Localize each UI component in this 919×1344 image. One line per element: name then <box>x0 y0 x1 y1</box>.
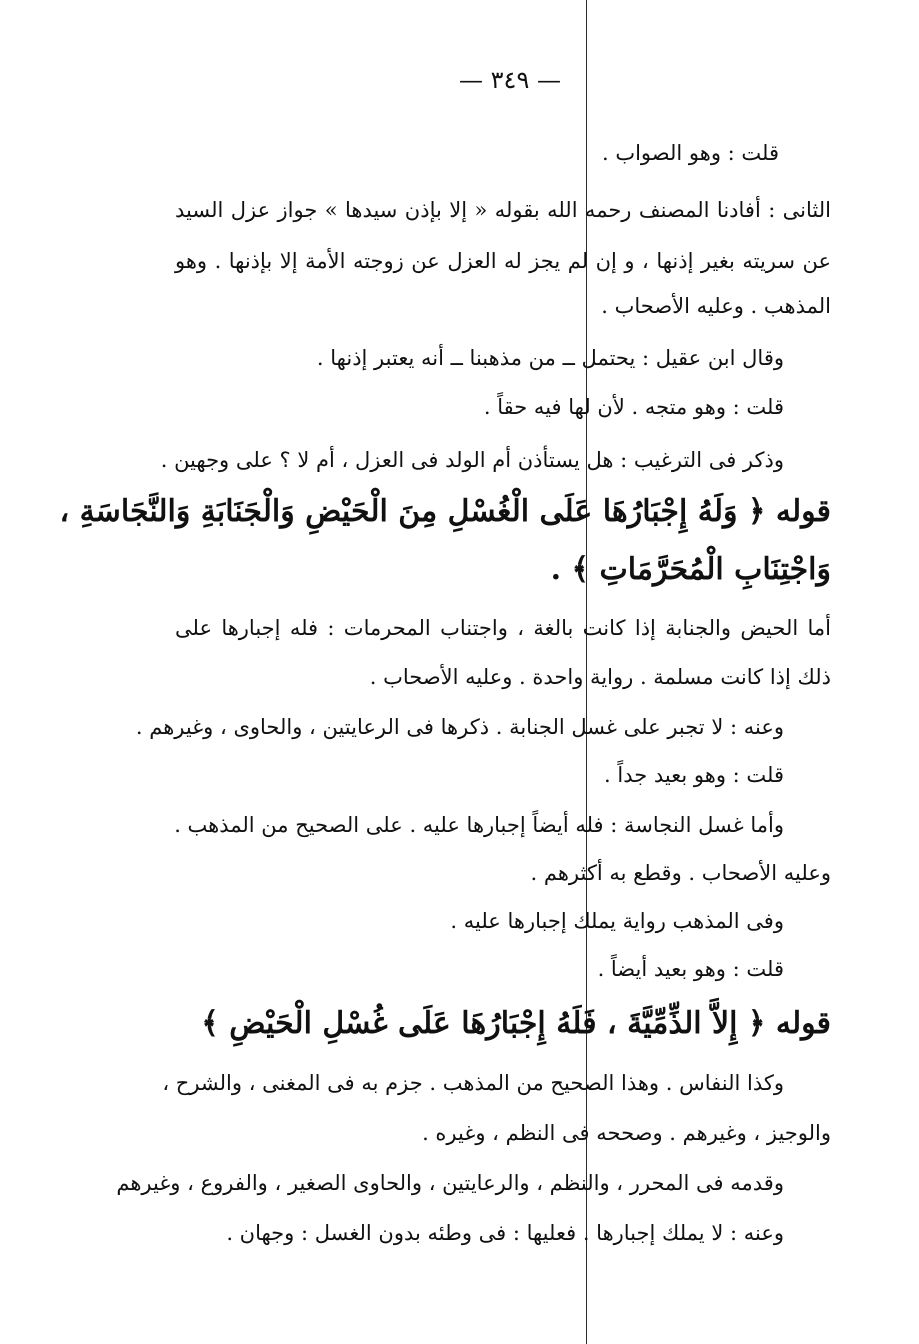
text-line: وعنه : لا تجبر على غسل الجنابة . ذكرها فى الرعايتين ، والحاوى ، وغيرهم . <box>135 715 784 739</box>
section-heading: قوله ﴿ إِلاَّ الذِّمِّيَّةَ ، فَلَهُ إِجْبَارُهَا عَلَى غُسْلِ الْحَيْضِ ﴾ <box>201 1006 831 1041</box>
text-line: قلت : وهو بعيد جداً . <box>604 763 784 787</box>
text-line: وأما غسل النجاسة : فله أيضاً إجبارها عليه . على الصحيح من المذهب . <box>174 813 784 837</box>
text-line: والوجيز ، وغيرهم . وصححه فى النظم ، وغيره . <box>422 1121 831 1145</box>
text-line: وقدمه فى المحرر ، والنظم ، والرعايتين ، والحاوى الصغير ، والفروع ، وغيرهم <box>116 1171 784 1195</box>
text-line: وعنه : لا يملك إجبارها . فعليها : فى وطئه بدون الغسل : وجهان . <box>226 1221 784 1245</box>
text-line: الثانى : أفادنا المصنف رحمه الله بقوله « إلا بإذن سيدها » جواز عزل السيد <box>175 198 831 222</box>
text-line: وعليه الأصحاب . وقطع به أكثرهم . <box>530 861 831 885</box>
text-line: قلت : وهو بعيد أيضاً . <box>597 957 784 981</box>
text-line: وذكر فى الترغيب : هل يستأذن أم الولد فى العزل ، أم لا ؟ على وجهين . <box>160 448 784 472</box>
text-line: أما الحيض والجنابة إذا كانت بالغة ، واجتناب المحرمات : فله إجبارها على <box>175 616 831 640</box>
text-line: قلت : وهو الصواب . <box>601 141 779 165</box>
page-number: — ٣٤٩ — <box>459 66 561 94</box>
text-line: ذلك إذا كانت مسلمة . رواية واحدة . وعليه الأصحاب . <box>369 665 831 689</box>
text-line: عن سريته بغير إذنها ، و إن لم يجز له العزل عن زوجته الأمة إلا بإذنها . وهو <box>175 249 831 273</box>
text-line: المذهب . وعليه الأصحاب . <box>601 294 831 318</box>
text-line: قلت : وهو متجه . لأن لها فيه حقاً . <box>483 395 784 419</box>
section-heading: قوله ﴿ وَلَهُ إِجْبَارُهَا عَلَى الْغُسْلِ مِنَ الْحَيْضِ وَالْجَنَابَةِ وَالنَّجَاسَةِ ، <box>59 494 831 529</box>
text-line: وكذا النفاس . وهذا الصحيح من المذهب . جزم به فى المغنى ، والشرح ، <box>162 1071 784 1095</box>
text-line: وقال ابن عقيل : يحتمل ــ من مذهبنا ــ أنه يعتبر إذنها . <box>316 346 784 370</box>
section-heading-continued: وَاجْتِنَابِ الْمُحَرَّمَاتِ ﴾ . <box>550 552 831 587</box>
text-line: وفى المذهب رواية يملك إجبارها عليه . <box>450 909 784 933</box>
